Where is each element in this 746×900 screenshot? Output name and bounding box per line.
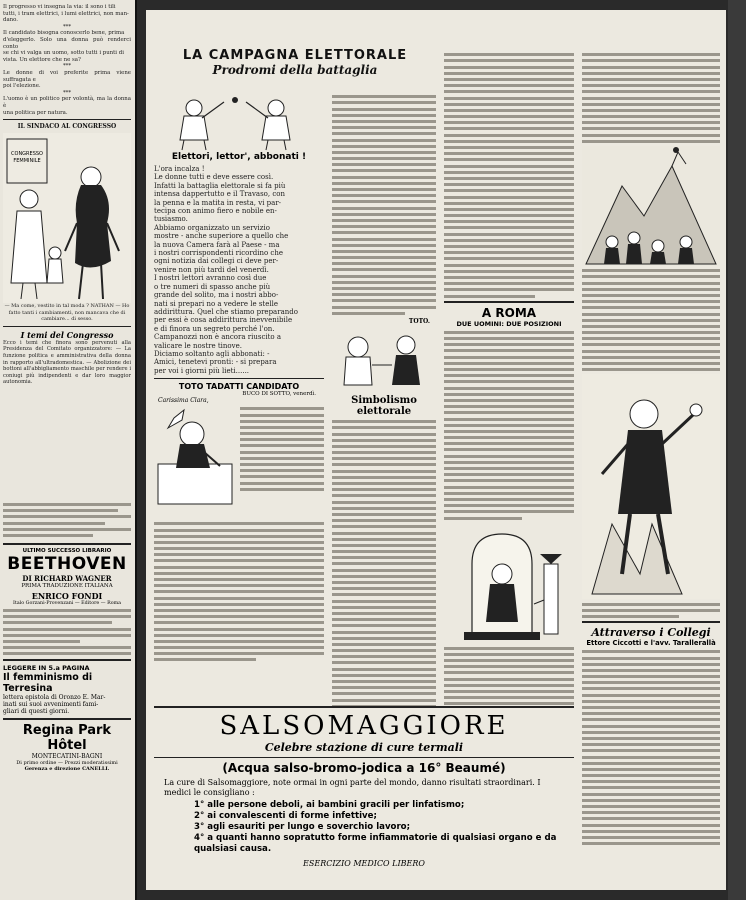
beethoven-publisher: Italo Gorzani-Provenzani — Editore — Roma [13, 600, 121, 606]
text-line: L'ora incalza ! [154, 165, 205, 173]
salsomaggiore-item: 1° alle persone deboli, ai bambini gracili per linfatismo; [194, 800, 465, 810]
text-line: vista. Un elettore che ne sa? [3, 56, 81, 63]
collegi-text [582, 650, 720, 845]
svg-text:CONGRESSO: CONGRESSO [11, 151, 43, 158]
terresina-line: inati sui suoi avvenimenti fami- [3, 700, 99, 708]
toto-dateline: BUCO DI SOTTO, venerdì. [242, 391, 316, 398]
text-line: intensa dappertutto e il Travaso, con [154, 190, 285, 199]
salsomaggiore-item: 4° a quanti hanno sopratutto forme infiammatorie di qualsiasi organo e da qualsiasi causa. [194, 833, 557, 854]
toto-article-continued [154, 522, 324, 661]
collegi-subtitle: Ettore Ciccotti e l'avv. Tarallerallà [586, 639, 716, 648]
text-line: addirittura. Quel che stiamo preparando [154, 307, 298, 316]
text-line: Il progresso vi insegna la via: il sono i tili [3, 4, 116, 10]
beethoven-edition: PRIMA TRADUZIONE ITALIANA [21, 582, 113, 589]
text-line: I nostri lettori avranno così due [154, 274, 267, 283]
text-line: nati si prepari no a vedere le stelle [154, 299, 279, 308]
text-line: Il candidato bisogna conoscerlo bene, prima [3, 30, 125, 37]
roma-subtitle: DUE UOMINI: DUE POSIZIONI [456, 319, 562, 328]
ciccotti-cartoon [582, 374, 720, 599]
svg-text:FEMMINILE: FEMMINILE [13, 158, 41, 165]
simbolismo-text [332, 420, 436, 720]
regina-hotel-place: MONTECATINI-BAGNI [31, 752, 103, 760]
roma-title: A ROMA [481, 305, 537, 320]
sindaco-caption: — Ma come, vestito in tal moda ? NATHAN — Ho fatto tanti i cambiamenti, non mancava che di cambiare... di sesso. [4, 303, 130, 323]
text-line: venire non più tardi del venerdì. [154, 265, 269, 274]
intro-article [154, 165, 324, 375]
column-1 [154, 92, 324, 665]
text-line: valicare le nostre tinove. [154, 341, 242, 350]
roma-text [444, 331, 574, 520]
regina-hotel-ad [3, 723, 131, 772]
toto-cartoon [154, 404, 236, 514]
beethoven-ad [3, 548, 131, 606]
salsomaggiore-subtitle: Celebre stazione di cure termali [264, 741, 464, 754]
temi-title: I temi del Congresso [20, 329, 114, 340]
text-line: dano. [3, 17, 19, 24]
column-4-text-mid [582, 269, 720, 371]
text-line: se chi vi valga un uomo, sotto tutti i punti di [3, 50, 124, 57]
text-line: Le donne tutti e deve essere così. [154, 173, 274, 182]
toto-title: TOTO TADATTI CANDIDATO [178, 382, 300, 392]
salsomaggiore-intro: La cure di Salsomaggiore, note ormai in ogni parte del mondo, danno risultati straordinari. I medici le consigliano : [164, 778, 541, 797]
small-ads-block [3, 609, 131, 655]
text-line: d'eleggerlo. Solo una donna può renderci conto [3, 36, 131, 50]
text-line: Amici, tenetevi pronti: - si prepara [154, 358, 277, 367]
text-line: tusiasmo. [154, 215, 188, 224]
terresina-line: gliari di questi giorni. [3, 707, 70, 715]
collegi-title: Attraverso i Collegi [591, 626, 711, 640]
terresina-ad [3, 664, 131, 715]
text-line: ogni notizia dai collegi ci deve per- [154, 257, 279, 266]
simbolismo-cartoon [332, 325, 436, 395]
terresina-line: lettera epistola di Oronzo E. Mar- [3, 693, 106, 701]
regina-hotel-management: Gerenza e direzione CANELLI. [24, 765, 110, 772]
salsomaggiore-title: SALSOMAGGIORE [219, 711, 509, 741]
toto-signoff: TOTO. [408, 317, 430, 325]
temi-text: Ecco i temi che finora sono pervenuti alla Presidenza del Comitato organizzatore: — La funzione politica e amministrativa della donna in rapporto all'ultradomestica. — Abolizione dei bottoni all'abbigliamento maschile per rendere i coniugi più indipendenti e dar loro maggior autonomia. [3, 339, 131, 386]
left-page-strip [0, 0, 137, 900]
text-line: tutti, i tram elettrici, i lumi elettrici, non man- [3, 10, 129, 17]
column-2-text-top [332, 95, 436, 315]
text-line: la penna e la matita in resta, vi par- [154, 198, 282, 207]
toto-salutation: Carissima Clara, [158, 397, 209, 405]
subheadline: Prodromi della battaglia [212, 63, 378, 77]
salsomaggiore-item: 3° agli esauriti per lungo e soverchio lavoro; [194, 822, 411, 832]
abbonati-banner: Elettori, lettor', abbonati ! [171, 152, 307, 162]
beethoven-kicker: ULTIMO SUCCESSO LIBRARIO [22, 547, 112, 554]
text-line: per essi è cosa addirittura inevvenibile [154, 316, 293, 325]
text-line: Abbiamo organizzato un servizio [154, 223, 270, 232]
text-line: una politica per natura. [3, 109, 68, 116]
salsomaggiore-item: 2° ai convalescenti di forme infettive; [194, 811, 377, 821]
main-page [146, 10, 726, 890]
salsomaggiore-list [154, 800, 574, 855]
text-line: e di finora un segreto perché l'on. [154, 324, 275, 333]
text-line: per voi i giorni più lieti...... [154, 366, 250, 375]
terresina-kicker: LEGGERE IN 5.a PAGINA [3, 663, 90, 672]
salsomaggiore-ad [154, 706, 574, 886]
sindaco-title: IL SINDACO AL CONGRESSO [17, 123, 117, 131]
text-line: L'uomo è un politico per volontà, ma la donna è [3, 96, 131, 109]
abbonati-cartoon [154, 92, 324, 152]
regina-hotel-line: Di primo ordine — Prezzi moderatissimi [16, 759, 118, 766]
text-line: tecipa con animo fiero e nobile en- [154, 207, 277, 216]
text-line: Diciamo soltanto agli abbonati: - [154, 349, 270, 358]
beethoven-author: DI RICHARD WAGNER [22, 573, 112, 583]
text-line: poi l'elezione. [3, 83, 41, 90]
headline: LA CAMPAGNA ELETTORALE [182, 48, 408, 63]
text-line: Infatti la battaglia elettorale si fa più [154, 181, 286, 190]
text-line: mostre - anche superiore a quello che [154, 232, 289, 241]
salsomaggiore-water: (Acqua salso-bromo-jodica a 16° Beaumé) [222, 761, 506, 775]
column-4 [582, 50, 720, 848]
temi-text-continued [3, 500, 131, 540]
beethoven-title: BEETHOVEN [7, 553, 127, 574]
right-edge [728, 0, 746, 900]
terresina-title: Il femminismo di Terresina [3, 671, 93, 694]
beethoven-translator: ENRICO FONDI [31, 590, 103, 601]
mountain-cartoon [582, 146, 720, 266]
column-2 [332, 92, 436, 723]
sindaco-cartoon [3, 133, 131, 303]
toto-article-body [154, 404, 324, 519]
bell-jar-cartoon [444, 524, 574, 644]
column-4-text-bottom [582, 603, 720, 618]
text-line: i nostri corrispondenti ricordino che [154, 249, 283, 258]
column-3 [444, 50, 574, 777]
left-intro-text: Il progresso vi insegna la via: il sono i tili tutti, i tram elettrici, i lumi elettrici, non man- dano. *** Il candidato bisogna conoscerlo bene, prima d'eleggerlo. Solo una donna può renderci conto se chi vi valga un uomo, sotto tutti i punti di vista. Un elettore che ne sa? *** Le donne di voi preferite prima viene suffragata e poi l'elezione. *** L'uomo è un politico per volontà, ma la donna è una politica per natura. [3, 4, 131, 116]
text-line: la nuova Camera farà al Paese - ma [154, 240, 280, 249]
text-line: Le donne di voi preferite prima viene suffragata e [3, 69, 131, 83]
simbolismo-title: Simbolismo elettorale [351, 394, 417, 417]
regina-hotel-name: Regina Park Hôtel [22, 722, 112, 753]
column-3-text-top [444, 53, 574, 297]
text-line: o tre numeri di spasso anche più [154, 282, 271, 291]
salsomaggiore-footer: ESERCIZIO MEDICO LIBERO [303, 859, 425, 868]
column-4-text-top [582, 53, 720, 143]
text-line: Campanozzi non è ancora riuscito a [154, 333, 282, 342]
text-line: grande del solito, ma i nostri abbo- [154, 291, 279, 300]
